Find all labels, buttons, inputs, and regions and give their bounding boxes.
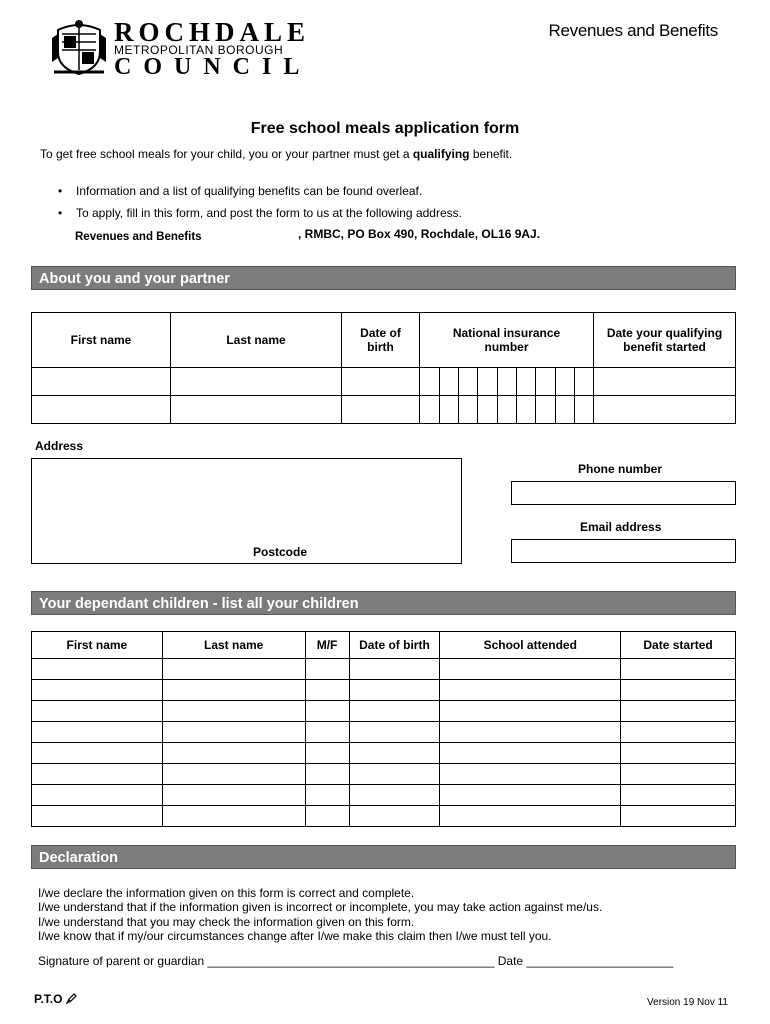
dob-cell[interactable] xyxy=(342,396,420,424)
child-cell[interactable] xyxy=(349,806,440,827)
child-cell[interactable] xyxy=(621,785,736,806)
table-header-row xyxy=(32,632,736,659)
child-cell[interactable] xyxy=(162,701,305,722)
benefit-date-cell[interactable] xyxy=(594,368,736,396)
col-header: Date started xyxy=(621,632,736,659)
table-row[interactable] xyxy=(32,806,736,827)
ni-char-cell[interactable] xyxy=(478,396,498,424)
ni-char-cell[interactable] xyxy=(440,368,459,396)
table-row[interactable] xyxy=(32,368,736,396)
table-header-row xyxy=(32,313,736,368)
child-cell[interactable] xyxy=(349,785,440,806)
table-row[interactable] xyxy=(32,701,736,722)
child-cell[interactable] xyxy=(305,743,349,764)
col-header: School attended xyxy=(440,632,621,659)
intro-text-bold: qualifying xyxy=(412,147,470,161)
postal-address: , RMBC, PO Box 490, Rochdale, OL16 9AJ. xyxy=(298,227,541,241)
ni-char-cell[interactable] xyxy=(575,368,594,396)
last-name-cell[interactable] xyxy=(171,368,342,396)
version-label: Version 19 Nov 11 xyxy=(647,997,728,1008)
section-heading-declaration: Declaration xyxy=(31,845,736,869)
section-heading-about: About you and your partner xyxy=(31,266,736,290)
section-heading-children: Your dependant children - list all your children xyxy=(31,591,736,615)
bullet-item: • To apply, fill in this form, and post the form to us at the following address. xyxy=(58,203,462,225)
phone-label: Phone number xyxy=(578,462,663,476)
benefit-date-cell[interactable] xyxy=(594,396,736,424)
ni-char-cell[interactable] xyxy=(498,396,517,424)
signature-line[interactable]: Signature of parent or guardian ___________________________________________ Date ______________________ xyxy=(38,954,674,968)
postcode-label: Postcode xyxy=(253,545,308,559)
ni-char-cell[interactable] xyxy=(459,396,478,424)
col-header: Last name xyxy=(171,313,342,368)
child-cell[interactable] xyxy=(32,806,163,827)
ni-char-cell[interactable] xyxy=(459,368,478,396)
declaration-text xyxy=(38,886,602,943)
child-cell[interactable] xyxy=(349,701,440,722)
table-row[interactable] xyxy=(32,785,736,806)
child-cell[interactable] xyxy=(440,701,621,722)
col-header: National insurance number xyxy=(420,313,594,368)
table-row[interactable] xyxy=(32,743,736,764)
child-cell[interactable] xyxy=(305,785,349,806)
table-row[interactable] xyxy=(32,722,736,743)
ni-char-cell[interactable] xyxy=(478,368,498,396)
table-row[interactable] xyxy=(32,659,736,680)
child-cell[interactable] xyxy=(349,743,440,764)
child-cell[interactable] xyxy=(32,785,163,806)
child-cell[interactable] xyxy=(32,659,163,680)
child-cell[interactable] xyxy=(305,701,349,722)
child-cell[interactable] xyxy=(305,659,349,680)
bullet-item: • Information and a list of qualifying benefits can be found overleaf. xyxy=(58,181,462,203)
child-cell[interactable] xyxy=(621,722,736,743)
address-department: Revenues and Benefits xyxy=(75,231,202,243)
col-header: Date your qualifying benefit started xyxy=(594,313,736,368)
child-cell[interactable] xyxy=(305,764,349,785)
col-header: Date of birth xyxy=(349,632,440,659)
phone-field[interactable] xyxy=(511,481,736,505)
child-cell[interactable] xyxy=(32,722,163,743)
child-cell[interactable] xyxy=(162,764,305,785)
address-label: Address xyxy=(35,439,84,453)
child-cell[interactable] xyxy=(440,722,621,743)
logo-line-2: METROPOLITAN BOROUGH xyxy=(114,43,284,57)
child-cell[interactable] xyxy=(440,680,621,701)
ni-char-cell[interactable] xyxy=(517,396,536,424)
col-header: Date of birth xyxy=(342,313,420,368)
department-heading: Revenues and Benefits xyxy=(548,21,718,40)
child-cell[interactable] xyxy=(621,659,736,680)
council-crest-icon xyxy=(50,18,108,76)
ni-char-cell[interactable] xyxy=(440,396,459,424)
child-cell[interactable] xyxy=(162,722,305,743)
table-row[interactable] xyxy=(32,680,736,701)
child-cell[interactable] xyxy=(32,701,163,722)
form-title: Free school meals application form xyxy=(250,120,520,137)
email-field[interactable] xyxy=(511,539,736,563)
logo-line-3: COUNCIL xyxy=(114,54,312,80)
intro-text-start: To get free school meals for your child, you or your partner must get a xyxy=(40,147,413,161)
applicant-table xyxy=(31,312,736,424)
child-cell[interactable] xyxy=(440,806,621,827)
child-cell[interactable] xyxy=(440,764,621,785)
child-cell[interactable] xyxy=(32,743,163,764)
child-cell[interactable] xyxy=(621,743,736,764)
child-cell[interactable] xyxy=(305,806,349,827)
ni-char-cell[interactable] xyxy=(575,396,594,424)
ni-char-cell[interactable] xyxy=(498,368,517,396)
child-cell[interactable] xyxy=(621,764,736,785)
ni-char-cell[interactable] xyxy=(536,368,556,396)
declaration-line: I/we understand that if the information given is incorrect or incomplete, you may take action against me/us. xyxy=(38,900,603,915)
child-cell[interactable] xyxy=(305,680,349,701)
child-cell[interactable] xyxy=(349,722,440,743)
pencil-icon xyxy=(66,993,77,1004)
declaration-line: I/we know that if my/our circumstances change after I/we make this claim then I/we must tell you. xyxy=(38,928,552,943)
last-name-cell[interactable] xyxy=(171,396,342,424)
email-label: Email address xyxy=(580,520,662,534)
ni-char-cell[interactable] xyxy=(420,396,440,424)
ni-char-cell[interactable] xyxy=(536,396,556,424)
child-cell[interactable] xyxy=(32,764,163,785)
ni-char-cell[interactable] xyxy=(556,368,575,396)
child-cell[interactable] xyxy=(440,659,621,680)
child-cell[interactable] xyxy=(162,806,305,827)
first-name-cell[interactable] xyxy=(32,368,171,396)
child-cell[interactable] xyxy=(440,785,621,806)
child-cell[interactable] xyxy=(162,659,305,680)
col-header: First name xyxy=(32,313,171,368)
child-cell[interactable] xyxy=(349,764,440,785)
child-cell[interactable] xyxy=(621,680,736,701)
col-header: Last name xyxy=(162,632,305,659)
first-name-cell[interactable] xyxy=(32,396,171,424)
pto-label: P.T.O xyxy=(34,992,63,1006)
child-cell[interactable] xyxy=(621,701,736,722)
child-cell[interactable] xyxy=(349,659,440,680)
child-cell[interactable] xyxy=(32,680,163,701)
child-cell[interactable] xyxy=(440,743,621,764)
dob-cell[interactable] xyxy=(342,368,420,396)
child-cell[interactable] xyxy=(162,680,305,701)
child-cell[interactable] xyxy=(162,743,305,764)
child-cell[interactable] xyxy=(162,785,305,806)
child-cell[interactable] xyxy=(305,722,349,743)
ni-char-cell[interactable] xyxy=(420,368,440,396)
ni-char-cell[interactable] xyxy=(556,396,575,424)
table-row[interactable] xyxy=(32,764,736,785)
pto-marker xyxy=(34,992,77,1006)
child-cell[interactable] xyxy=(621,806,736,827)
table-row[interactable] xyxy=(32,396,736,424)
ni-char-cell[interactable] xyxy=(517,368,536,396)
declaration-line: I/we declare the information given on this form is correct and complete. xyxy=(38,886,415,900)
children-table xyxy=(31,631,736,827)
col-header: M/F xyxy=(305,632,349,659)
logo-line-1: ROCHDALE xyxy=(114,17,311,47)
council-logo xyxy=(50,17,312,80)
intro-text-end: benefit. xyxy=(469,147,513,161)
intro-text xyxy=(40,147,512,161)
col-header: First name xyxy=(32,632,163,659)
child-cell[interactable] xyxy=(349,680,440,701)
declaration-line: I/we understand that you may check the information given on this form. xyxy=(38,914,415,929)
info-bullets xyxy=(58,181,462,225)
address-field[interactable] xyxy=(31,458,462,564)
